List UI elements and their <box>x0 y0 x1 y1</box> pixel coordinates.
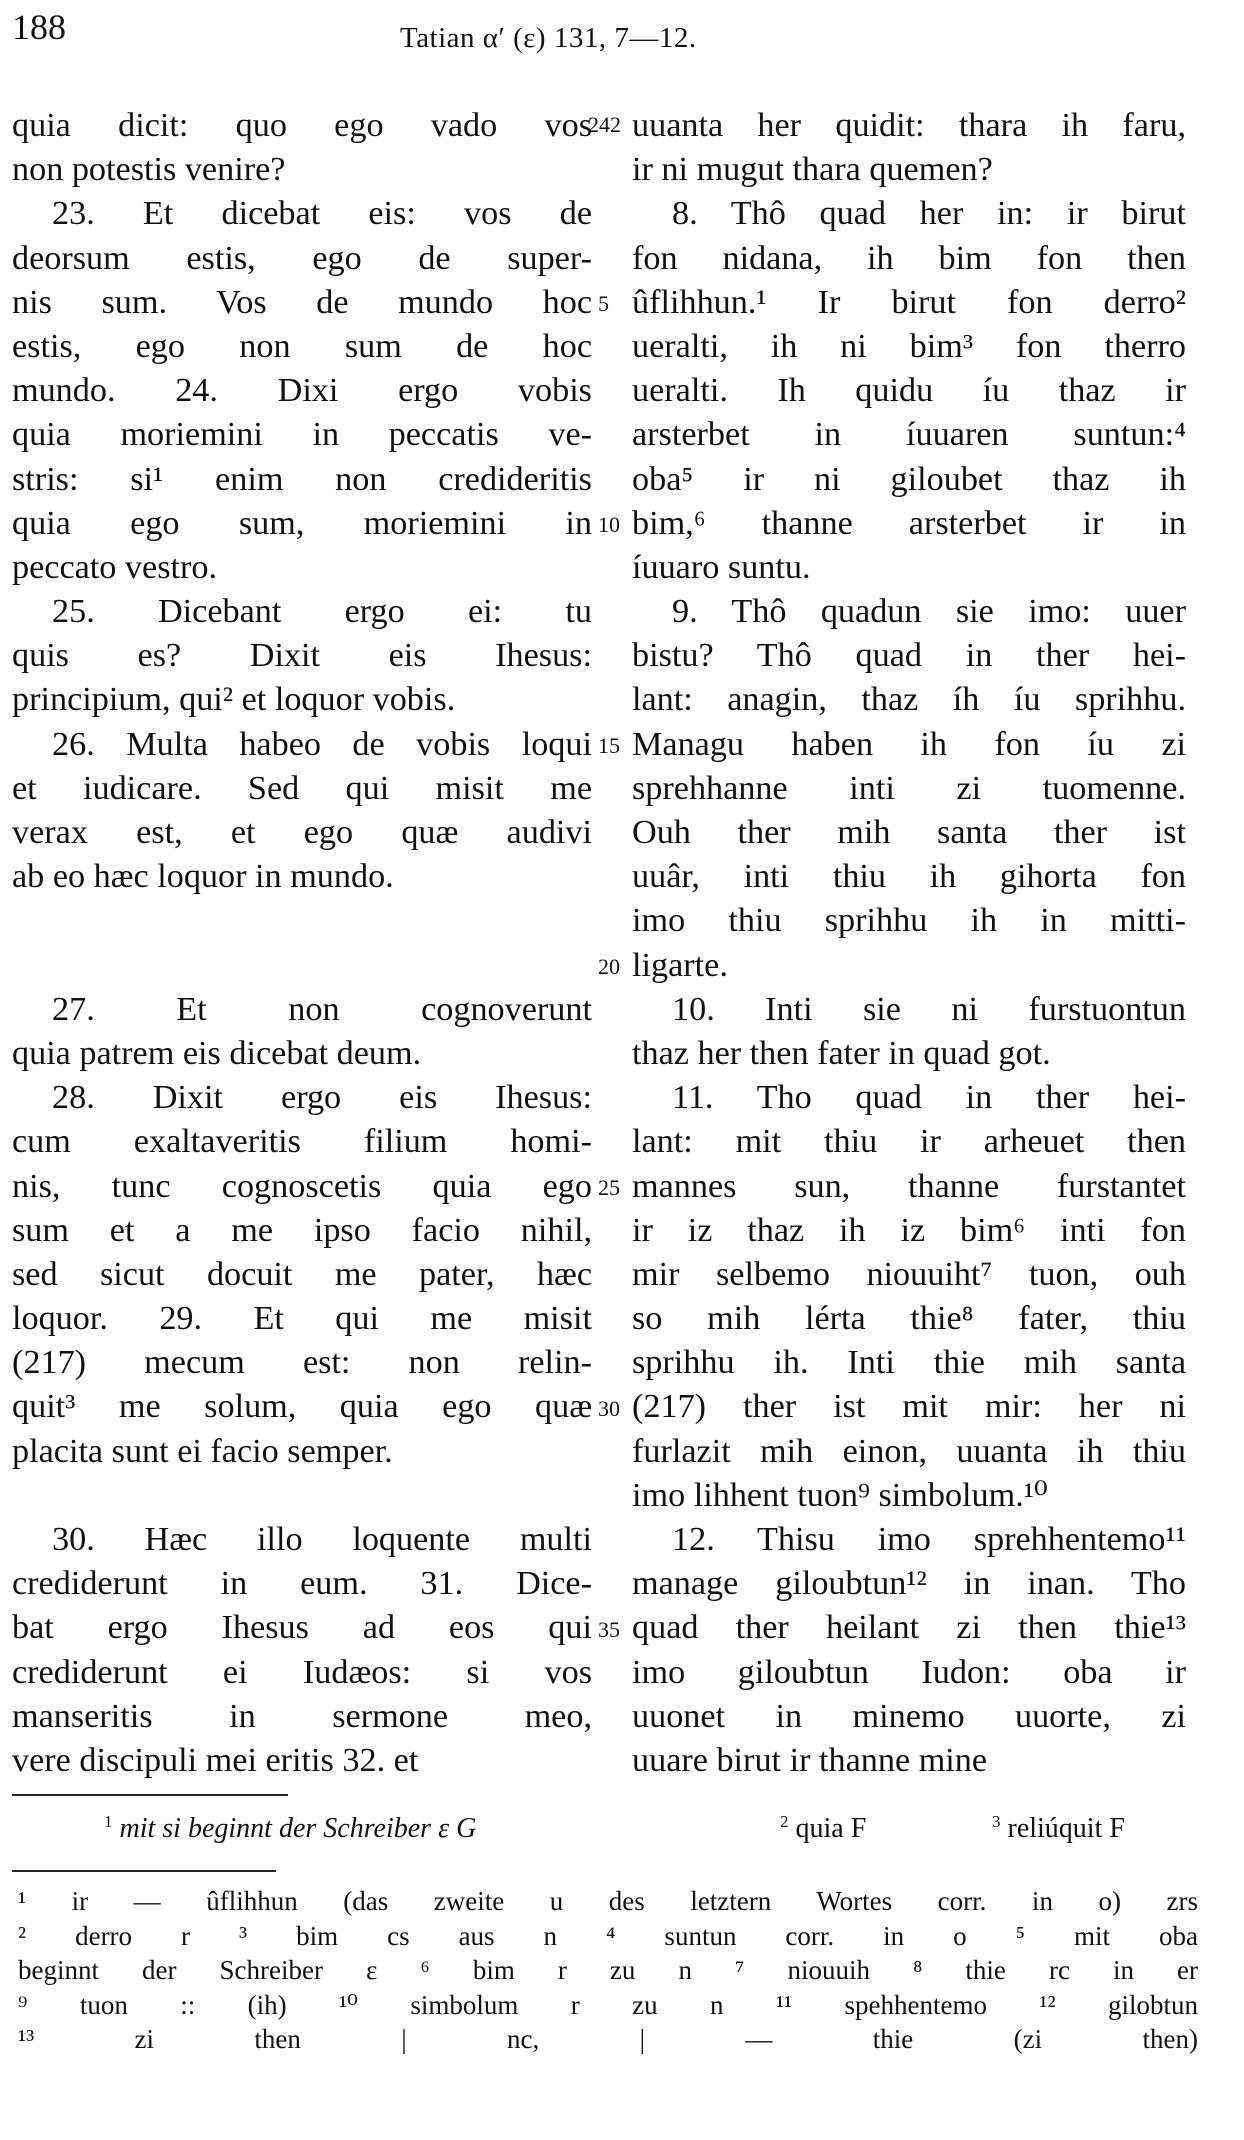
latin-line: quia moriemini in peccatis ve- <box>12 416 592 454</box>
line-number-mark: 30 <box>598 1395 620 1421</box>
ohg-line: 11. Tho quad in ther hei- <box>672 1079 1186 1117</box>
ohg-line: ueralti. Ih quidu íu thaz ir <box>632 372 1186 410</box>
latin-line: manseritis in sermone meo, <box>12 1697 592 1735</box>
latin-line: verax est, et ego quæ audivi <box>12 814 592 851</box>
ohg-line: mir selbemo niouuiht⁷ tuon, ouh <box>632 1255 1186 1293</box>
footnote-line: ¹³ zi then | nc, | — thie (zi then) <box>18 2024 1198 2054</box>
footnote-divider-ohg <box>12 1870 276 1872</box>
ohg-line: sprehhanne inti zi tuomenne. <box>632 769 1186 807</box>
ohg-line: thaz her then fater in quad got. <box>632 1034 1051 1072</box>
line-number-mark: 20 <box>598 953 620 979</box>
ohg-line: so mih lérta thie⁸ fater, thiu <box>632 1300 1186 1338</box>
latin-footnote-1: $^1$ mit si beginnt der Schreiber ε G <box>104 1812 477 1844</box>
latin-line: deorsum estis, ego de super- <box>12 239 592 277</box>
latin-line: nis sum. Vos de mundo hoc <box>12 283 592 321</box>
ohg-line: furlazit mih einon, uuanta ih thiu <box>632 1432 1186 1470</box>
ohg-line: lant: mit thiu ir arheuet then <box>632 1123 1186 1161</box>
latin-line: ab eo hæc loquor in mundo. <box>12 858 394 896</box>
latin-line: quia patrem eis dicebat deum. <box>12 1034 422 1072</box>
ohg-line: imo lihhent tuon⁹ simbolum.¹⁰ <box>632 1476 1048 1514</box>
ohg-line: ir ni mugut thara quemen? <box>632 151 993 189</box>
line-number-mark: 5 <box>598 290 609 316</box>
ohg-line: bistu? Thô quad in ther hei- <box>632 637 1186 675</box>
ohg-line: ligarte. <box>632 946 728 984</box>
ohg-line: Managu haben ih fon íu zi <box>632 725 1186 763</box>
latin-footnote-2: $^2$ quia F <box>780 1812 867 1844</box>
latin-line: 30. Hæc illo loquente multi <box>52 1521 592 1558</box>
ohg-line: íuuaro suntu. <box>632 548 811 586</box>
latin-line: vere discipuli mei eritis 32. et <box>12 1741 419 1779</box>
ohg-line: 9. Thô quadun sie imo: uuer <box>672 593 1186 631</box>
latin-line <box>12 944 592 988</box>
latin-line: (217) mecum est: non relin- <box>12 1344 592 1382</box>
footnote-line: beginnt der Schreiber ε ⁶ bim r zu n ⁷ niouuih ⁸ thie rc in er <box>18 1955 1198 1985</box>
ohg-line: imo thiu sprihhu ih in mitti- <box>632 902 1186 940</box>
latin-line: quia ego sum, moriemini in <box>12 504 592 542</box>
ohg-line: ir iz thaz ih iz bim⁶ inti fon <box>632 1211 1186 1249</box>
latin-line: crediderunt in eum. 31. Dice- <box>12 1565 592 1603</box>
running-title: Tatian α′ (ε) 131, 7—12. <box>400 22 697 54</box>
ohg-line: mannes sun, thanne furstantet <box>632 1167 1186 1205</box>
latin-line: cum exaltaveritis filium homi- <box>12 1123 592 1161</box>
latin-line: crediderunt ei Iudæos: si vos <box>12 1653 592 1691</box>
ohg-line: quad ther heilant zi then thie¹³ <box>632 1609 1186 1647</box>
footnote-line: ⁹ tuon :: (ih) ¹⁰ simbolum r zu n ¹¹ spehhentemo ¹² gilobtun <box>18 1989 1198 2020</box>
ohg-line: uuanta her quidit: thara ih faru, <box>632 107 1186 144</box>
ohg-line: bim,⁶ thanne arsterbet ir in <box>632 504 1186 542</box>
page-number: 188 <box>12 7 66 47</box>
latin-line: estis, ego non sum de hoc <box>12 327 592 365</box>
latin-line: stris: si¹ enim non credideritis <box>12 460 592 498</box>
footnote-line: ¹ ir — ûflihhun (das zweite u des letztern Wortes corr. in o) zrs <box>18 1886 1198 1916</box>
latin-line: et iudicare. Sed qui misit me <box>12 769 592 807</box>
latin-footnote-3: $^3$ reliúquit F <box>992 1812 1125 1844</box>
ohg-footnotes <box>18 1884 1198 2057</box>
ohg-line: ûflihhun.¹ Ir birut fon derro² <box>632 283 1186 321</box>
ohg-line: oba⁵ ir ni giloubet thaz ih <box>632 460 1186 498</box>
latin-line: 25. Dicebant ergo ei: tu <box>52 593 592 631</box>
ohg-line: (217) ther ist mit mir: her ni <box>632 1388 1186 1426</box>
footnote-line: ² derro r ³ bim cs aus n ⁴ suntun corr. in o ⁵ mit oba <box>18 1920 1198 1951</box>
ohg-line: 12. Thisu imo sprehhentemo¹¹ <box>672 1521 1186 1558</box>
latin-line: peccato vestro. <box>12 548 218 586</box>
ohg-line: 10. Inti sie ni furstuontun <box>672 990 1186 1028</box>
latin-line: sum et a me ipso facio nihil, <box>12 1211 592 1249</box>
latin-line: quis es? Dixit eis Ihesus: <box>12 637 592 675</box>
footnote-divider-latin <box>12 1794 288 1796</box>
latin-line: quit³ me solum, quia ego quæ <box>12 1388 592 1426</box>
line-number-mark: 35 <box>598 1616 620 1642</box>
ohg-line: arsterbet in íuuaren suntun:⁴ <box>632 416 1186 454</box>
ohg-line: fon nidana, ih bim fon then <box>632 239 1186 277</box>
latin-line: loquor. 29. Et qui me misit <box>12 1300 592 1338</box>
line-number-first: 242 <box>588 112 621 137</box>
ohg-line: sprihhu ih. Inti thie mih santa <box>632 1344 1186 1382</box>
ohg-line: ueralti, ih ni bim³ fon therro <box>632 327 1186 365</box>
latin-line: mundo. 24. Dixi ergo vobis <box>12 372 592 410</box>
ohg-line: uuonet in minemo uuorte, zi <box>632 1697 1186 1735</box>
latin-text-column <box>12 104 592 1783</box>
line-number-mark: 10 <box>598 511 620 537</box>
latin-line: nis, tunc cognoscetis quia ego <box>12 1167 592 1205</box>
latin-line: 28. Dixit ergo eis Ihesus: <box>52 1079 592 1117</box>
latin-line: 26. Multa habeo de vobis loqui <box>52 725 592 763</box>
old-high-german-text-column <box>632 104 1186 1783</box>
latin-line: bat ergo Ihesus ad eos qui <box>12 1609 592 1647</box>
line-number-mark: 25 <box>598 1174 620 1200</box>
latin-line: quia dicit: quo ego vado vos <box>12 107 592 144</box>
latin-line <box>12 1474 592 1518</box>
ohg-line: uuare birut ir thanne mine <box>632 1741 988 1779</box>
latin-line: 23. Et dicebat eis: vos de <box>52 195 592 233</box>
latin-line: non potestis venire? <box>12 151 286 189</box>
latin-line: 27. Et non cognoverunt <box>52 990 592 1028</box>
ohg-line: manage giloubtun¹² in inan. Tho <box>632 1565 1186 1603</box>
latin-line <box>12 899 592 943</box>
latin-line: principium, qui² et loquor vobis. <box>12 681 456 719</box>
ohg-line: lant: anagin, thaz íh íu sprihhu. <box>632 681 1186 719</box>
line-number-mark: 15 <box>598 732 620 758</box>
latin-line: placita sunt ei facio semper. <box>12 1432 393 1470</box>
ohg-line: Ouh ther mih santa ther ist <box>632 814 1186 851</box>
ohg-line: imo giloubtun Iudon: oba ir <box>632 1653 1186 1691</box>
ohg-line: uuâr, inti thiu ih gihorta fon <box>632 858 1186 896</box>
ohg-line: 8. Thô quad her in: ir birut <box>672 195 1186 233</box>
latin-line: sed sicut docuit me pater, hæc <box>12 1255 592 1293</box>
